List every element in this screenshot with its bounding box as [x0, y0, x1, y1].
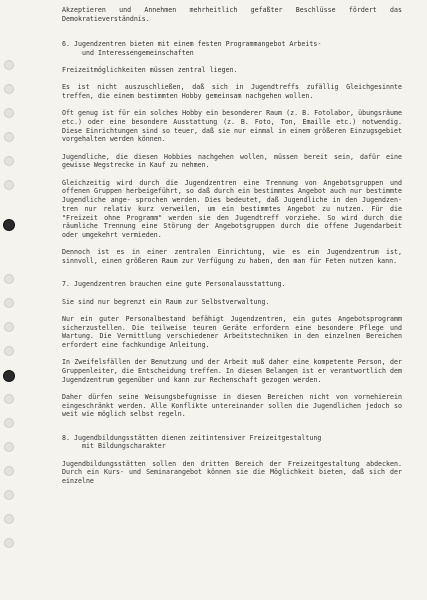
section-8-heading — [62, 434, 402, 451]
punch-hole — [4, 394, 14, 404]
section-number: 7. — [62, 280, 70, 289]
punch-hole — [4, 466, 14, 476]
section-heading-line: und Interessengemeinschaften — [82, 48, 194, 57]
paragraph: Dennoch ist es in einer zentralen Einrichtung, wie es ein Jugendzentrum ist, sinnvoll, einen größeren Raum zur Verfügung zu haben, den man für Feten nutzen kann. — [62, 248, 402, 265]
section-heading-line: mit Bildungscharakter — [82, 442, 166, 451]
paragraph: Jugendliche, die diesen Hobbies nachgehen wollen, müssen bereit sein, dafür eine gewisse Wegstrecke in Kauf zu nehmen. — [62, 152, 402, 170]
paragraph: Daher dürfen seine Weisungsbefugnisse in diesen Bereichen nicht von vornehierein eingeschränkt werden. Alle Konflikte untereinander sollen die Jugendlichen jedoch so weit wie möglich selbst regeln. — [62, 392, 402, 419]
section-heading-line: Jugendzentren bieten mit einem festen Programmangebot Arbeits- — [73, 40, 322, 48]
intro-paragraph: Akzeptieren und Annehmen mehrheitlich gefaßter Beschlüsse fördert das Demokratieverständnis. — [62, 6, 402, 23]
punch-hole — [4, 84, 14, 94]
punch-hole — [4, 156, 14, 166]
paragraph: Sie sind nur begrenzt ein Raum zur Selbstverwaltung. — [62, 297, 270, 306]
section-number: 8. — [62, 433, 70, 442]
punch-hole — [3, 219, 15, 231]
paragraph: In Zweifelsfällen der Benutzung und der Arbeit muß daher eine kompetente Person, der Gruppenleiter, die Entscheidung treffen. In diesen Belangen ist er verantwortlich dem Jugendzentrum gegenüber und kann zur Rechenschaft gezogen werden. — [62, 358, 402, 384]
paragraph: Freizeitmöglichkeiten müssen zentral liegen. — [62, 66, 238, 74]
punch-hole — [4, 108, 14, 118]
paragraph: Jugendbildungsstätten sollen den dritten Bereich der Freizeitgestaltung abdecken. Durch ein Kurs- und Seminarangebot können sie die Möglichkeit bieten, daß sich der einzelne — [62, 459, 402, 486]
paragraph: Gleichzeitig wird durch die Jugendzentren eine Trennung von Angebotsgruppen und offenen Gruppen herbeigeführt, so daß durch ein bestimmtes Angebot auch nur bestimmte Jugendliche ange- sprochen werden. Dies bedeutet, daß Jugendliche in den Jugendzen- tren nur relativ kurz verweilen, um ein bestimmtes Angebot zu nutzen. Für die "Freizeit ohne Programm" werden sie den Jugendtreff vorziehe. So wird durch die räumliche Trennung eine Störung der Angebotsgruppen durch die offene Jugendarbeit oder umgekehrt vermieden. — [62, 178, 402, 239]
document-body — [62, 6, 402, 494]
section-heading-line: Jugendbildungsstätten dienen zeitintensiver Freizeitgestaltung — [73, 433, 322, 442]
paragraph: Nur ein guter Personalbestand befähigt Jugendzentren, ein gutes Angebotsprogramm sicherzustellen. Die teilweise teuren Geräte erfordern eine besondere Pflege und Wartung. Die Vermittlung verschiedener Arbeitstechniken in den einzelnen Bereichen erfordert eine fachkundige Anleitung. — [62, 314, 402, 349]
punch-hole — [3, 370, 15, 382]
paragraph: Oft genug ist für ein solches Hobby ein besonderer Raum (z. B. Fotolabor, übungsräume etc.) oder eine besondere Ausstattung (z. B. Foto, Ton, Emaille etc.) notwendig. Diese Einrichtungen sind so teuer, daß sie nur einmal in einem größeren Einzugsgebiet vorgehalten werden können. — [62, 109, 402, 144]
punch-hole — [4, 514, 14, 524]
punch-hole — [4, 60, 14, 70]
punch-hole — [4, 180, 14, 190]
section-number: 6. — [62, 40, 70, 48]
punch-hole — [4, 442, 14, 452]
paragraph: Es ist nicht auszuschließen, daß sich in Jugendtreffs zufällig Gleichgesinnte treffen, die einem bestimmten Hobby gemeinsam nachgehen wollen. — [62, 83, 402, 100]
section-heading-line: Jugendzentren brauchen eine gute Personalausstattung. — [73, 280, 286, 289]
section-6-heading — [62, 40, 402, 57]
punch-hole — [4, 490, 14, 500]
punch-hole — [4, 274, 14, 284]
punch-hole — [4, 538, 14, 548]
punch-hole — [4, 298, 14, 308]
punch-hole — [4, 322, 14, 332]
punch-hole — [4, 346, 14, 356]
section-7-heading — [62, 280, 402, 289]
punch-hole — [4, 418, 14, 428]
punch-hole — [4, 132, 14, 142]
